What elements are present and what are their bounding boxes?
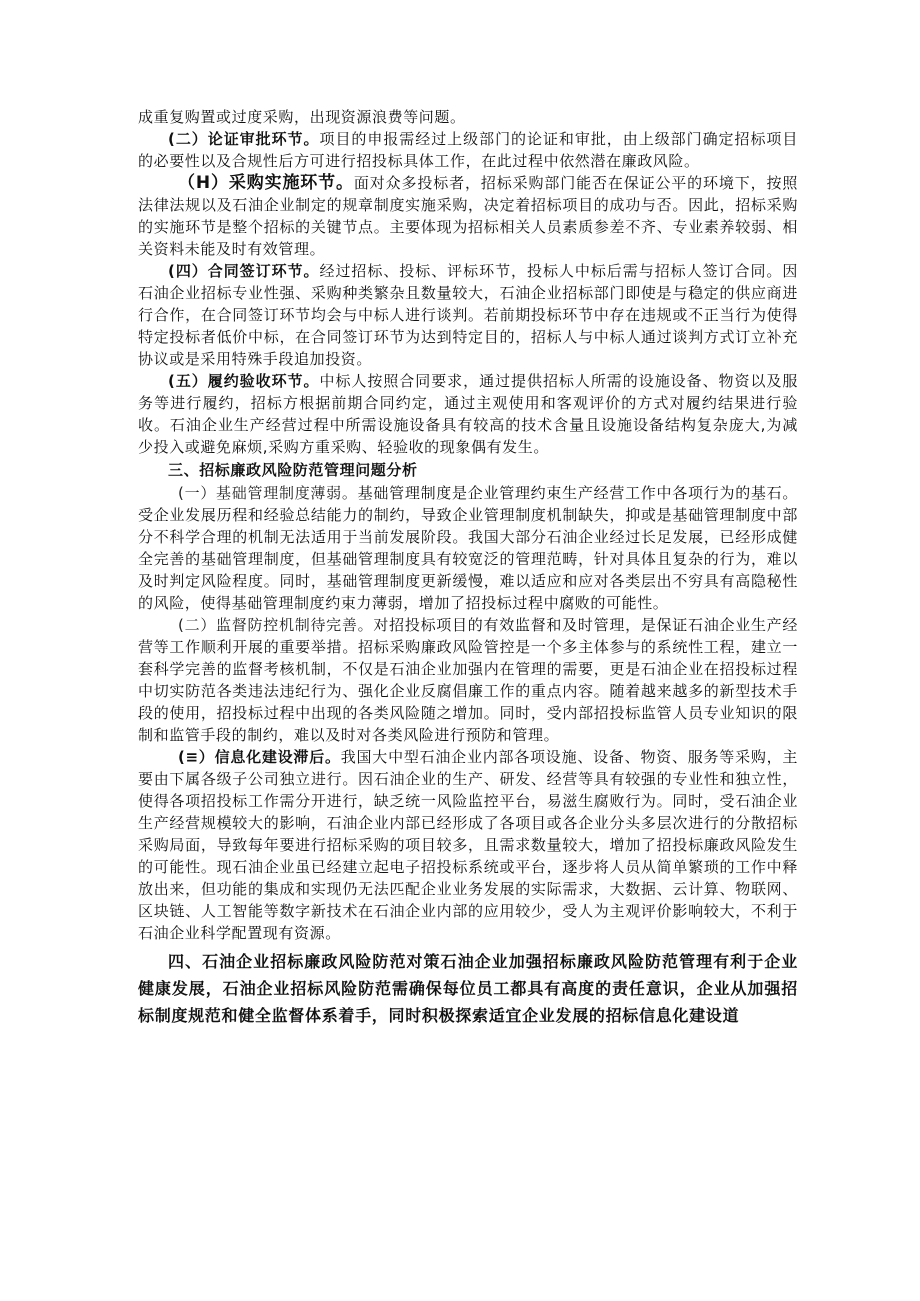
paragraph-contract: [138, 260, 798, 370]
paragraph-lead: (五）履约验收环节。: [168, 372, 320, 390]
paragraph-text: 我国大中型石油企业内部各项设施、设备、物资、服务等采购，主要由下属各级子公司独立进行。因石油企业的生产、研发、经营等具有较强的专业性和独立性，使得各项招投标工作需分开进行，缺乏统一风险监控平台，易滋生腐败行为。同时，受石油企业生产经营规模较大的影响，石油企业内部已经形成了各项目或各企业分头多层次进行的分散招标采购局面，导致每年要进行招标采购的项目较多，且需求数量较大，增加了招投标廉政风险发生的可能性。现石油企业虽已经建立起电子招投标系统或平台，逐步将人员从简单繁琐的工作中释放出来，但功能的集成和实现仍无法匹配企业业务发展的实际需求，大数据、云计算、物联网、区块链、人工智能等数字新技术在石油企业内部的应用较少，受人为主观评价影响较大，不利于石油企业科学配置现有资源。: [138, 748, 799, 942]
paragraph-countermeasures: 四、石油企业招标廉政风险防范对策石油企业加强招标廉政风险防范管理有利于企业健康发展，石油企业招标风险防范需确保每位员工都具有高度的责任意识，企业从加强招标制度规范和健全监督体系着手，同时积极探索适宜企业发展的招标信息化建设道: [138, 952, 798, 1025]
paragraph-lead: (一）基础管理制度薄弱。: [178, 484, 358, 502]
paragraph-text: 对招投标项目的有效监督和及时管理，是保证石油企业生产经营等工作顺利开展的重要举措。招标采购廉政风险管控是一个多主体参与的系统性工程，建立一套科学完善的监督考核机制，不仅是石油企业加强内在管理的需要，更是石油企业在招投标过程中切实防范各类违法违纪行为、强化企业反腐倡廉工作的重点内容。随着越来越多的新型技术手段的使用，招投标过程中出现的各类风险随之增加。同时，受内部招投标监管人员专业知识的限制和监管手段的制约，难以及时对各类风险进行预防和管理。: [138, 616, 799, 744]
paragraph-lead: (≡）信息化建设滞后。: [178, 748, 341, 766]
paragraph-lead: （H）采购实施环节。: [178, 173, 354, 193]
paragraph-text: 面对众多投标者，招标采购部门能否在保证公平的环境下，按照法律法规以及石油企业制定的规章制度实施采购，决定着招标项目的成功与否。因此，招标采购的实施环节是整个招标的关键节点。主要体现为招标相关人员素质参差不齐、专业素养较弱、相关资料未能及时有效管理。: [138, 174, 798, 258]
paragraph-text: 中标人按照合同要求，通过提供招标人所需的设施设备、物资以及服务等进行履约，招标方根据前期合同约定，通过主观使用和客观评价的方式对履约结果进行验收。石油企业生产经营过程中所需设施设备具有较高的技术含量且设施设备结构复杂庞大,为减少投入或避免麻烦,采购方重采购、轻验收的现象偶有发生。: [138, 372, 798, 456]
paragraph-basic-system: [138, 482, 798, 614]
paragraph-lead: (二）论证审批环节。: [168, 130, 320, 148]
paragraph-implementation: [138, 172, 798, 260]
paragraph-informatization: [138, 746, 798, 944]
paragraph-approval: [138, 128, 798, 172]
paragraph-lead: (四）合同签订环节。: [168, 262, 320, 280]
document-page: [138, 106, 798, 1029]
section-heading: 三、招标廉政风险防范管理问题分析: [168, 461, 418, 479]
paragraph-continuation: [138, 106, 798, 128]
paragraph-text: 项目的申报需经过上级部门的论证和审批，由上级部门确定招标项目的必要性以及合规性后方可进行招投标具体工作，在此过程中依然潜在廉政风险。: [138, 130, 798, 170]
paragraph-lead: (二）监督防控机制待完善。: [178, 616, 374, 634]
paragraph-supervision: [138, 614, 798, 746]
paragraph-text: 基础管理制度是企业管理约束生产经营工作中各项行为的基石。受企业发展历程和经验总结能力的制约，导致企业管理制度机制缺失，抑或是基础管理制度中部分不科学合理的机制无法适用于当前发展阶段。我国大部分石油企业经过长足发展，已经形成健全完善的基础管理制度，但基础管理制度具有较宽泛的管理范畴，针对具体且复杂的行为，难以及时判定风险程度。同时，基础管理制度更新缓慢，难以适应和应对各类层出不穷具有高隐秘性的风险，使得基础管理制度约束力薄弱，增加了招投标过程中腐败的可能性。: [138, 484, 798, 612]
paragraph-text: 成重复购置或过度采购，出现资源浪费等问题。: [138, 108, 466, 126]
paragraph-acceptance: [138, 370, 798, 458]
paragraph-text: 经过招标、投标、评标环节，投标人中标后需与招标人签订合同。因石油企业招标专业性强、采购种类繁杂且数量较大，石油企业招标部门即使是与稳定的供应商进行合作，在合同签订环节均会与中标人进行谈判。若前期投标环节中存在违规或不正当行为使得特定投标者低价中标，在合同签订环节为达到特定目的，招标人与中标人通过谈判方式订立补充协议或是采用特殊手段追加投资。: [138, 262, 798, 368]
